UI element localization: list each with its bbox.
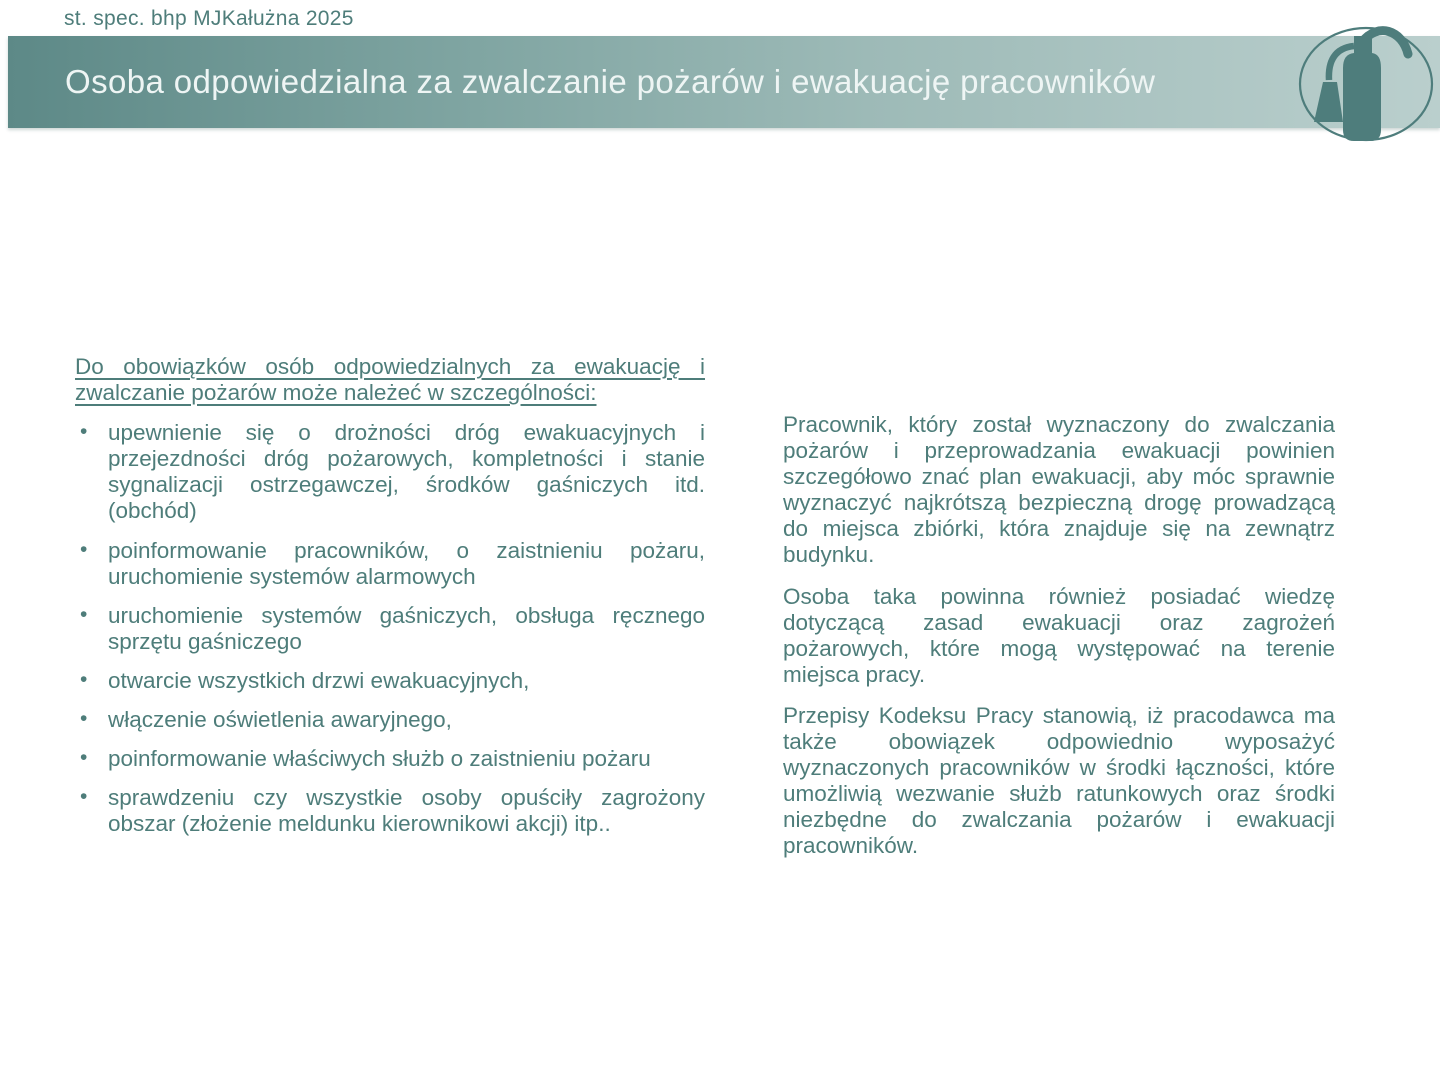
title-banner [8, 36, 1440, 128]
info-paragraph: Osoba taka powinna również posiadać wiedzę dotyczącą zasad ewakuacji oraz zagrożeń pożarowych, które mogą występować na terenie miejsca pracy. [783, 583, 1335, 687]
duty-item: • poinformowanie pracowników, o zaistnieniu pożaru, uruchomienie systemów alarmowych [75, 538, 705, 590]
info-paragraph: Pracownik, który został wyznaczony do zwalczania pożarów i przeprowadzania ewakuacji powinien szczegółowo znać plan ewakuacji, aby móc sprawnie wyznaczyć najkrótszą bezpieczną drogę prowadzącą do miejsca zbiórki, która znajduje się na zewnątrz budynku. [783, 412, 1335, 568]
duties-list [75, 420, 705, 837]
duty-item: • upewnienie się o drożności dróg ewakuacyjnych i przejezdności dróg pożarowych, kompletności i stanie sygnalizacji ostrzegawczej, środków gaśniczych itd. (obchód) [75, 420, 705, 524]
duties-heading: Do obowiązków osób odpowiedzialnych za ewakuację i zwalczanie pożarów może należeć w szczególności: [75, 354, 705, 406]
duties-column [75, 354, 705, 837]
slide-title: Osoba odpowiedzialna za zwalczanie pożarów i ewakuację pracowników [65, 63, 1156, 100]
duty-item: • otwarcie wszystkich drzwi ewakuacyjnych, [75, 668, 705, 694]
duty-item: • sprawdzeniu czy wszystkie osoby opuściły zagrożony obszar (złożenie meldunku kierownikowi akcji) itp.. [75, 785, 705, 837]
duty-item: • włączenie oświetlenia awaryjnego, [75, 707, 705, 733]
info-column [783, 412, 1335, 875]
fire-extinguisher-icon [1296, 22, 1436, 146]
info-paragraph: Przepisy Kodeksu Pracy stanowią, iż pracodawca ma także obowiązek odpowiednio wyposażyć wyznaczonych pracowników w środki łączności, które umożliwią wezwanie służb ratunkowych oraz środki niezbędne do zwalczania pożarów i ewakuacji pracowników. [783, 702, 1335, 859]
duty-item: • uruchomienie systemów gaśniczych, obsługa ręcznego sprzętu gaśniczego [75, 603, 705, 655]
duty-item: • poinformowanie właściwych służb o zaistnieniu pożaru [75, 746, 705, 772]
credit-text: st. spec. bhp MJKałużna 2025 [64, 7, 354, 30]
